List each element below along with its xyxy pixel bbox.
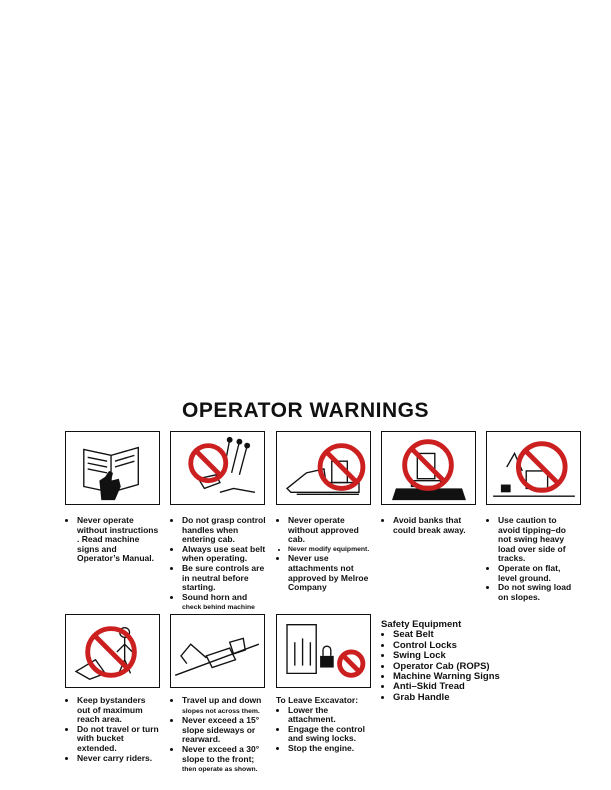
list-item: • Engage the control and swing locks. xyxy=(288,725,376,744)
list-item: • Use caution to avoid tipping–do not swing heavy load over side of tracks. xyxy=(498,516,581,564)
list-item: • Do not grasp control handles when entering cab. xyxy=(182,516,268,545)
warning-text-3 xyxy=(276,516,371,593)
list-item: • Anti–Skid Tread xyxy=(393,682,521,692)
no-unapproved-cab-icon xyxy=(277,432,370,504)
warning-text-5 xyxy=(486,516,581,602)
list-item: • Never modify equipment. xyxy=(288,545,371,555)
list-item: • Operate on flat, level ground. xyxy=(498,564,581,583)
list-item: • Lower the attachment. xyxy=(288,706,376,725)
list-item: • Never exceed a 30° slope to the front; then operate as shown. xyxy=(182,745,268,775)
no-bystanders-icon xyxy=(66,615,159,687)
warning-text-2 xyxy=(170,516,268,623)
leave-heading: To Leave Excavator: xyxy=(276,695,359,705)
manual-book-icon xyxy=(66,432,159,504)
page-title: OPERATOR WARNINGS xyxy=(182,399,429,422)
panel-slope xyxy=(170,614,265,688)
list-item: • Control Locks xyxy=(393,641,521,651)
warning-text-4 xyxy=(381,516,476,535)
list-item: • Seat Belt xyxy=(393,630,521,640)
panel-banks xyxy=(381,431,476,505)
panel-leave xyxy=(276,614,371,688)
list-item: • Sound horn and check behind machine xyxy=(182,593,268,623)
list-item: • Do not swing load on slopes. xyxy=(498,583,581,602)
no-banks-icon xyxy=(382,432,475,504)
list-item: • Travel up and down slopes not across them. xyxy=(182,696,268,716)
cab-lock-icon xyxy=(277,615,370,687)
list-item: • Never operate without approved cab. xyxy=(288,516,371,545)
list-item: • Stop the engine. xyxy=(288,744,376,754)
safety-heading: Safety Equipment xyxy=(381,619,462,630)
list-item: • Swing Lock xyxy=(393,651,521,661)
safety-equipment xyxy=(381,620,521,703)
list-item: • Do not travel or turn with bucket extended. xyxy=(77,725,161,754)
list-item: • Keep bystanders out of maximum reach area. xyxy=(77,696,161,725)
list-item: • Operator Cab (ROPS) xyxy=(393,662,521,672)
warning-text-1 xyxy=(65,516,160,564)
panel-controls xyxy=(170,431,265,505)
panel-cab xyxy=(276,431,371,505)
leave-excavator-text xyxy=(276,696,376,754)
list-item: • Always use seat belt when operating. xyxy=(182,545,268,564)
no-grasp-controls-icon xyxy=(171,432,264,504)
list-item: • Never exceed a 15° slope sideways or rearward. xyxy=(182,716,268,745)
list-item: • Never carry riders. xyxy=(77,754,161,764)
list-item: • Avoid banks that could break away. xyxy=(393,516,476,535)
list-item: • Never operate without instructions . Read machine signs and Operator’s Manual. xyxy=(77,516,160,564)
warning-text-6 xyxy=(65,696,161,763)
panel-tipping xyxy=(486,431,581,505)
panel-manual xyxy=(65,431,160,505)
list-item: • Be sure controls are in neutral before starting. xyxy=(182,564,268,593)
list-item: • Grab Handle xyxy=(393,693,521,703)
list-item: • Machine Warning Signs xyxy=(393,672,521,682)
travel-slope-icon xyxy=(171,615,264,687)
warning-text-7 xyxy=(170,696,268,775)
no-swing-over-side-icon xyxy=(487,432,580,504)
list-item: • Never use attachments not approved by Melroe Company xyxy=(288,554,371,592)
panel-bystanders xyxy=(65,614,160,688)
